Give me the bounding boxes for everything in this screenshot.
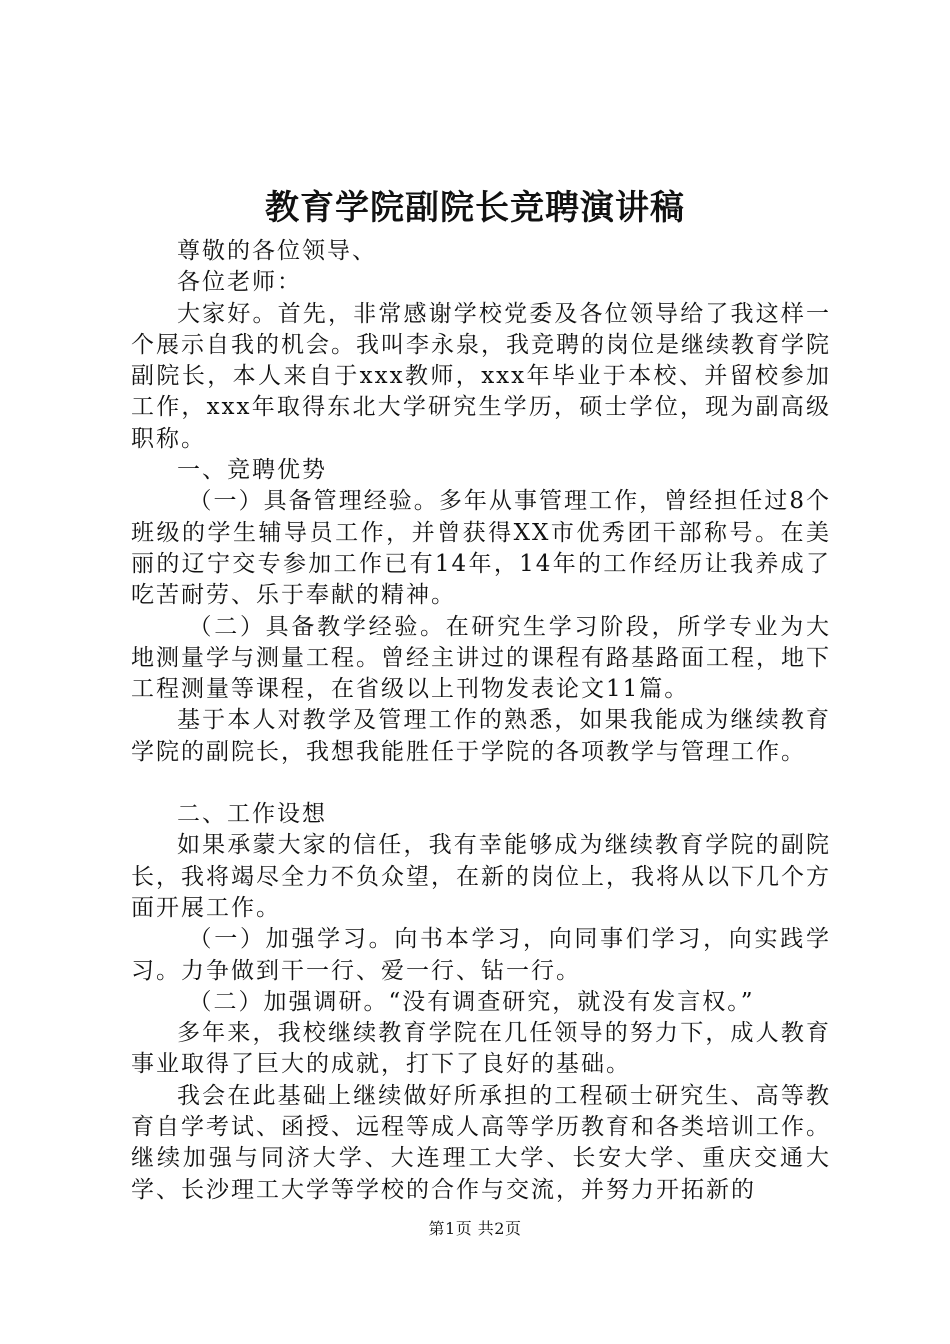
paragraph-achievements: 多年来，我校继续教育学院在几任领导的努力下，成人教育事业取得了巨大的成就，打下了良好的基础。 <box>131 1020 831 1078</box>
section-heading-advantages: 一、竞聘优势 <box>177 457 327 484</box>
salutation-leaders: 尊敬的各位领导、 <box>177 238 377 264</box>
page-number-footer: 第1页 共2页 <box>428 1219 522 1238</box>
paragraph-introduction: 大家好。首先，非常感谢学校党委及各位领导给了我这样一个展示自我的机会。我叫李永泉，我竞聘的岗位是继续教育学院副院长，本人来自于xxx教师，xxx年毕业于本校、并留校参加工作，xxx年取得东北大学研究生学历，硕士学位，现为副高级职称。 <box>131 300 831 452</box>
paragraph-strengthen-research: （二）加强调研。“没有调查研究，就没有发言权。” <box>188 988 755 1015</box>
paragraph-spacer <box>131 768 831 799</box>
paragraph-cooperation: 我会在此基础上继续做好所承担的工程硕士研究生、高等教育自学考试、函授、远程等成人高等学历教育和各类培训工作。继续加强与同济大学、大连理工大学、长安大学、重庆交通大学、长沙理工大学等学校的合作与交流，并努力开拓新的 <box>131 1082 831 1203</box>
paragraph-teaching-experience: （二）具备教学经验。在研究生学习阶段，所学专业为大地测量学与测量工程。曾经主讲过的课程有路基路面工程，地下工程测量等课程，在省级以上刊物发表论文11篇。 <box>131 613 831 703</box>
paragraph-strengthen-learning: （一）加强学习。向书本学习，向同事们学习，向实践学习。力争做到干一行、爱一行、钻一行。 <box>131 926 831 984</box>
section-heading-work-plan: 二、工作设想 <box>177 801 327 828</box>
document-body <box>131 236 831 1206</box>
paragraph-work-plan-intro: 如果承蒙大家的信任，我有幸能够成为继续教育学院的副院长，我将竭尽全力不负众望，在新的岗位上，我将从以下几个方面开展工作。 <box>131 832 831 921</box>
paragraph-management-experience: （一）具备管理经验。多年从事管理工作，曾经担任过8个班级的学生辅导员工作，并曾获得XX市优秀团干部称号。在美丽的辽宁交专参加工作已有14年，14年的工作经历让我养成了吃苦耐劳、乐于奉献的精神。 <box>131 488 831 609</box>
salutation-teachers: 各位老师： <box>177 269 302 296</box>
paragraph-advantage-summary: 基于本人对教学及管理工作的熟悉，如果我能成为继续教育学院的副院长，我想我能胜任于学院的各项教学与管理工作。 <box>131 707 831 765</box>
document-title: 教育学院副院长竞聘演讲稿 <box>265 188 685 228</box>
